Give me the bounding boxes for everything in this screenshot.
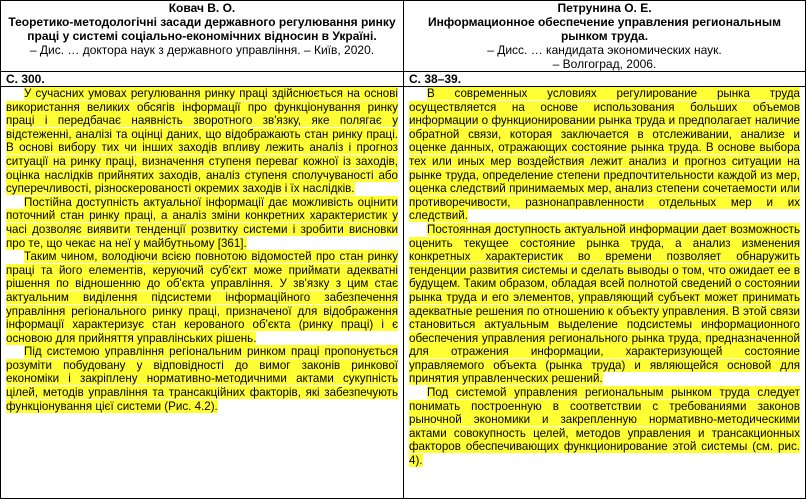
left-author: Ковач В. О. xyxy=(168,1,236,15)
highlighted-text: Постоянная доступность актуальной информации дает возможность оценить текущее состояние рынка труда, а анализ изменения конкретных характеристик во времени позволяет обнаружить тенденции развития системы и сделать выводы о том, что ожидает ее в будущем. Таким образом, обладая всей полнотой сведений о состоянии рынка труда и его элементов, управляющий субъект может принимать адекватные решения по отношению к объекту управления. В этой связи становиться актуальным выделение подсистемы информационного обеспечения управления регионального рынка труда, предназначенной для отражения информации, характеризующей состояние управляемого объекта (рынка труда) и являющейся основой для принятия управленческих решений. xyxy=(409,222,800,386)
right-paragraph xyxy=(409,386,800,468)
right-header-cell xyxy=(404,1,806,72)
page-ref-row xyxy=(1,72,806,87)
right-paragraph xyxy=(409,223,800,386)
highlighted-text: Постійна доступність актуальної інформації дає можливість оцінити поточний стан ринку праці, а аналіз зміни конкретних характеристик у часі дозволяє виявити тенденції розвитку системи і зробити висновки про те, що чекає на неї у майбутньому [361]. xyxy=(6,195,398,250)
left-header-cell xyxy=(1,1,404,72)
right-source-line2: – Волгоград, 2006. xyxy=(552,57,657,71)
left-paragraph xyxy=(6,345,398,413)
highlighted-text: Под системой управления региональным рынком труда следует понимать построенную в соответствии с требованиями законов рыночной экономики и закрепленную нормативно-методическими актами совокупность целей, методов управления и трансакционных факторов обеспечивающих функционирование этой системы (см. рис. 4). xyxy=(409,386,800,468)
highlighted-text: В современных условиях регулирование рынка труда осуществляется на основе использования больших объемов информации о функционировании рынка труда и предполагает наличие обратной связи, которая заключается в отслеживании, анализе и оценке данных, отражающих состояние рынка труда. В основе выбора тех или иных мер воздействия лежит анализ и прогноз ситуации на рынке труда, определение степени предпочтительности каждой из мер, оценка следствий принимаемых мер, анализ степени сочетаемости или противоречивости, разнонаправленности отдельных мер и их следствий. xyxy=(409,87,800,223)
left-paragraph xyxy=(6,250,398,345)
left-source: – Дис. … доктора наук з державного управління. – Київ, 2020. xyxy=(29,43,375,57)
right-title: Информационное обеспечение управления региональным рынком труда. xyxy=(427,15,782,43)
text-row xyxy=(1,87,806,499)
highlighted-text: Під системою управління регіональним ринком праці пропонується розуміти побудовану у відповідності до вимог законів ринкової економіки і закріплену нормативно-методичними актами сукупність цілей, методів управління та трансакційних факторів, які забезпечують функціонування цієї системи (Рис. 4.2). xyxy=(6,345,398,413)
right-paragraph xyxy=(409,87,800,223)
right-author: Петрунина О. Е. xyxy=(557,1,652,15)
left-page-ref: С. 300. xyxy=(1,72,404,87)
header-row xyxy=(1,1,806,72)
right-page-ref: С. 38–39. xyxy=(404,72,806,87)
left-paragraph xyxy=(6,196,398,250)
right-source-line1: – Дисс. … кандидата экономических наук. xyxy=(487,43,722,57)
right-text-cell xyxy=(404,87,806,499)
highlighted-text: Таким чином, володіючи всією повнотою відомостей про стан ринку праці та його елементів, керуючий суб'єкт може приймати адекватні рішення по відношенню до об'єкта управління. У зв'язку з цим стає актуальним виділення підсистеми інформаційного забезпечення управління регіонального ринку праці, призначеної для відображення інформації характеризує стан керованого об'єкта (ринку праці) і є основою для прийняття управлінських рішень. xyxy=(6,250,398,345)
highlighted-text: У сучасних умовах регулювання ринку праці здійснюється на основі використання великих обсягів інформації про функціонування ринку праці і передбачає наявність зворотного зв'язку, яке полягає у відстеженні, аналізі та оцінці даних, що відображають стан ринку праці. В основі вибору тих чи інших заходів впливу лежить аналіз і прогноз ситуації на ринку праці, визначення ступеня переваг кожної із заходів, оцінка наслідків прийнятих заходів, аналіз ступеня сполучуваності або суперечливості, різноскерованості окремих заходів і їх наслідків. xyxy=(6,87,398,196)
left-title: Теоретико-методологічні засади державного регулювання ринку праці у системі соціально-економічних відносин в Україні. xyxy=(8,15,396,43)
left-paragraph xyxy=(6,87,398,196)
left-text-cell xyxy=(1,87,404,499)
